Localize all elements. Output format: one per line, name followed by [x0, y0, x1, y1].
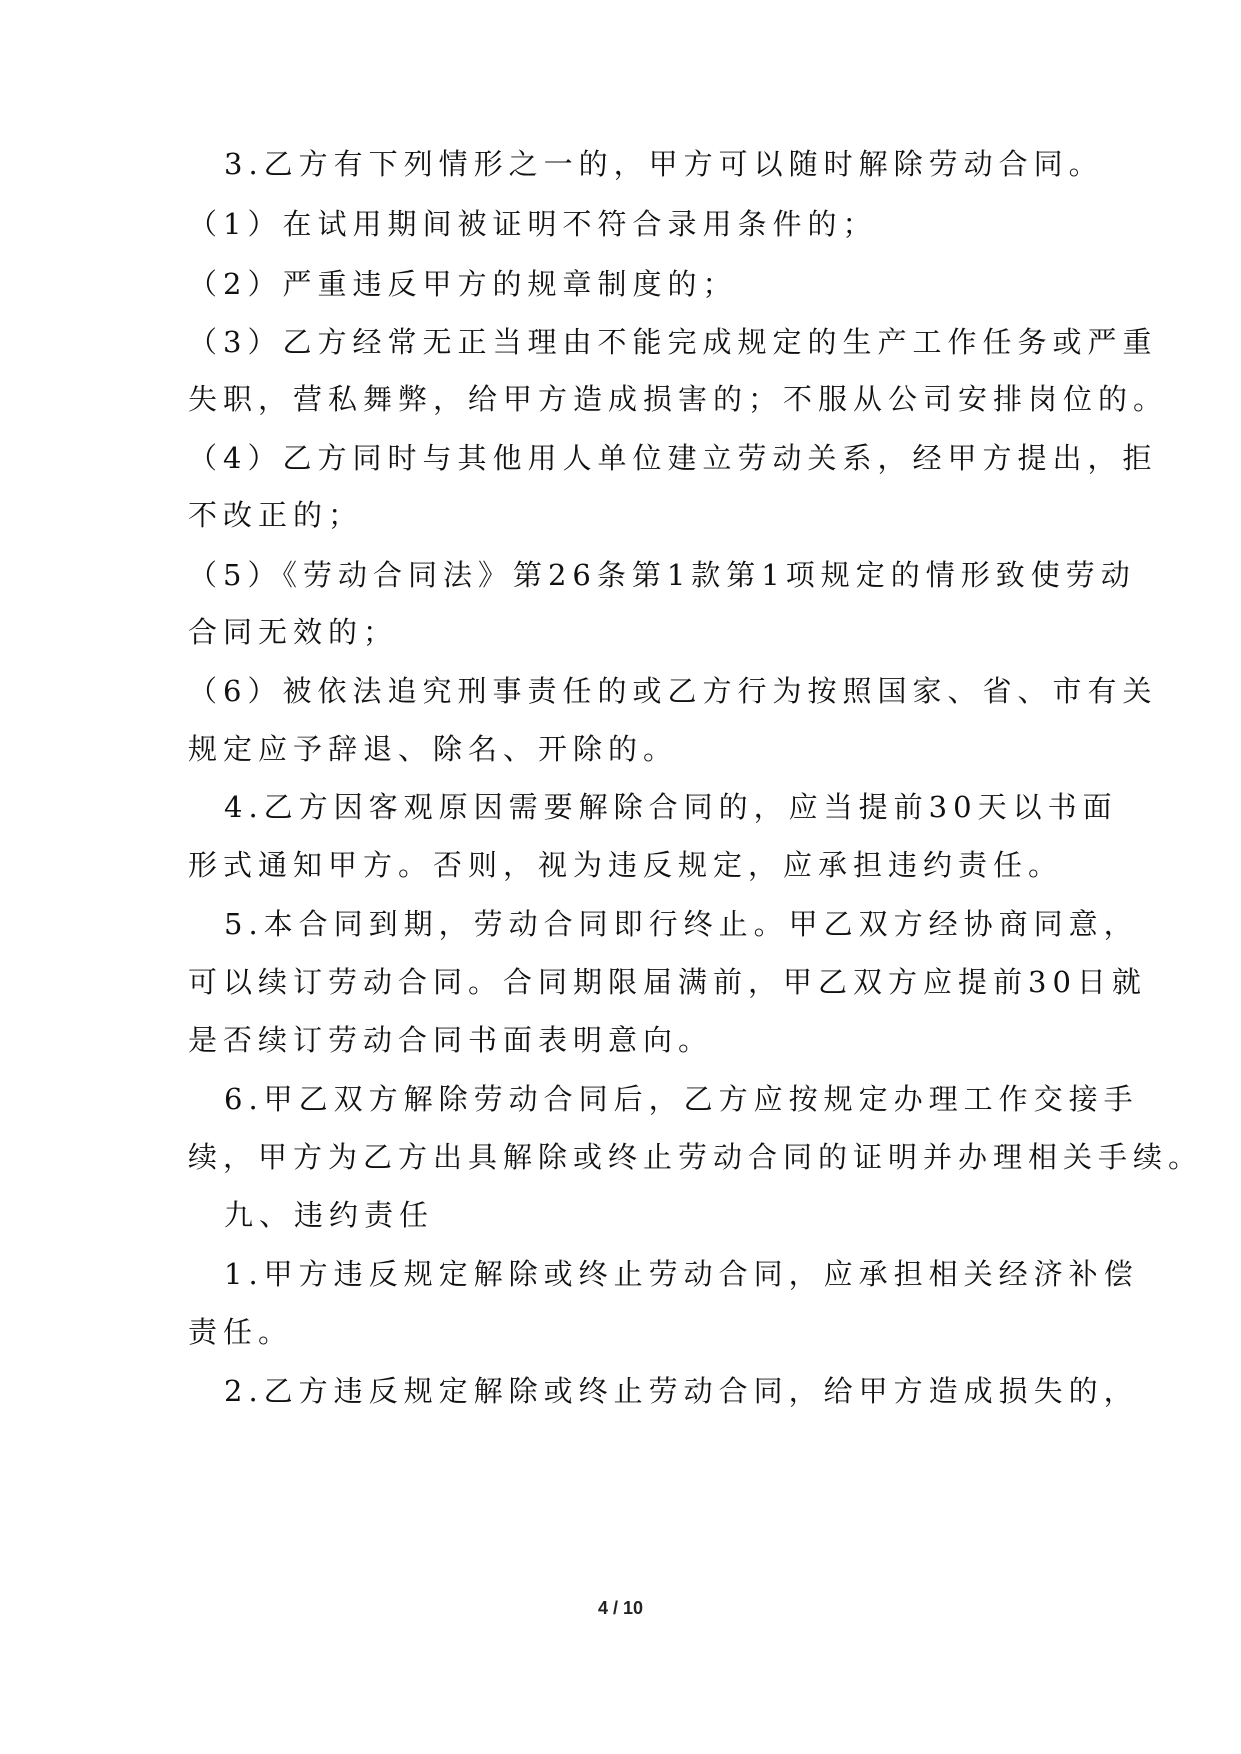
paragraph-line: 2.乙方违反规定解除或终止劳动合同，给甲方造成损失的，	[224, 1374, 1139, 1408]
paragraph-line: 可以续订劳动合同。合同期限届满前，甲乙双方应提前30日就	[188, 965, 1147, 999]
paragraph-line: （1）在试用期间被证明不符合录用条件的；	[188, 207, 878, 241]
paragraph-line: 5.本合同到期，劳动合同即行终止。甲乙双方经协商同意，	[224, 907, 1139, 941]
paragraph-line: 6.甲乙双方解除劳动合同后，乙方应按规定办理工作交接手	[224, 1082, 1139, 1116]
page-number: 4 / 10	[597, 1598, 644, 1618]
paragraph-line: （2）严重违反甲方的规章制度的；	[188, 267, 738, 301]
paragraph-line: 1.甲方违反规定解除或终止劳动合同，应承担相关经济补偿	[224, 1257, 1139, 1291]
paragraph-line: 形式通知甲方。否则，视为违反规定，应承担违约责任。	[188, 848, 1064, 882]
paragraph-line: 3.乙方有下列情形之一的，甲方可以随时解除劳动合同。	[224, 147, 1104, 181]
paragraph-line: 4.乙方因客观原因需要解除合同的，应当提前30天以书面	[224, 790, 1118, 824]
paragraph-line: 合同无效的；	[188, 615, 399, 649]
paragraph-line: 规定应予辞退、除名、开除的。	[188, 732, 679, 766]
paragraph-line: 失职，营私舞弊，给甲方造成损害的；不服从公司安排岗位的。	[188, 382, 1169, 416]
paragraph-line: （3）乙方经常无正当理由不能完成规定的生产工作任务或严重	[188, 325, 1158, 359]
paragraph-line: 责任。	[188, 1315, 294, 1349]
paragraph-line: 不改正的；	[188, 498, 364, 532]
paragraph-line: 是否续订劳动合同书面表明意向。	[188, 1023, 714, 1057]
section-heading: 九、违约责任	[224, 1198, 435, 1232]
paragraph-line: （5）《劳动合同法》第26条第1款第1项规定的情形致使劳动	[188, 558, 1136, 592]
paragraph-line: （6）被依法追究刑事责任的或乙方行为按照国家、省、市有关	[188, 674, 1158, 708]
paragraph-line: （4）乙方同时与其他用人单位建立劳动关系，经甲方提出，拒	[188, 441, 1158, 475]
paragraph-line: 续，甲方为乙方出具解除或终止劳动合同的证明并办理相关手续。	[188, 1140, 1204, 1174]
